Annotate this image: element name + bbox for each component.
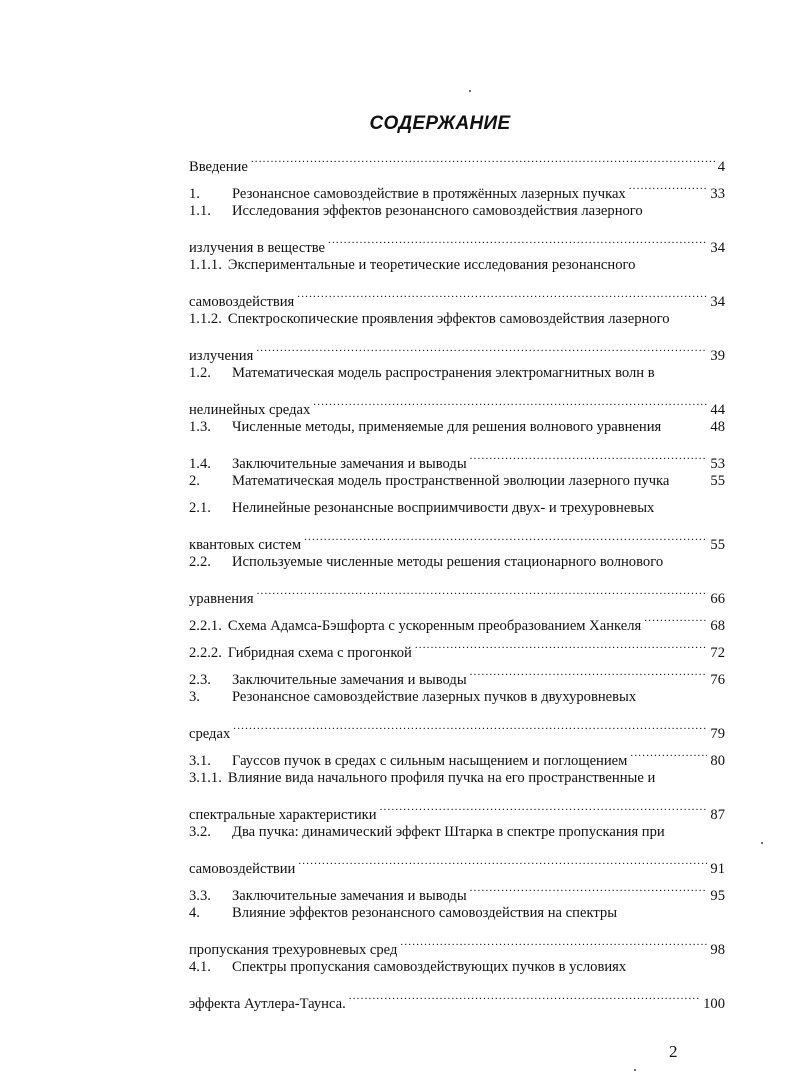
toc-entry-title: Спектроскопические проявления эффектов самовоздействия лазерного bbox=[227, 311, 670, 327]
toc-entry-page: 72 bbox=[710, 645, 725, 661]
toc-entry bbox=[189, 495, 725, 522]
toc-entry bbox=[189, 576, 725, 607]
toc-entry-title: Исследования эффектов резонансного самовоздействия лазерного bbox=[232, 203, 643, 219]
toc-entry-number: 3.2. bbox=[189, 824, 211, 840]
toc-entry-page: 66 bbox=[710, 591, 725, 607]
toc-entry-number: 3.1. bbox=[189, 753, 211, 769]
toc-entry-number: 1.3. bbox=[189, 419, 211, 435]
toc-entry-title: Заключительные замечания и выводы bbox=[232, 456, 467, 472]
page-title: СОДЕРЖАНИЕ bbox=[369, 113, 511, 134]
toc-entry-number: 4.1. bbox=[189, 959, 211, 975]
toc-entry-number: 1.4. bbox=[189, 456, 211, 472]
toc-entry bbox=[189, 738, 725, 769]
toc-entry bbox=[189, 252, 725, 279]
toc-entry-title: самовоздействия bbox=[189, 294, 295, 310]
toc-entry-title: самовоздействии bbox=[189, 861, 296, 877]
dot-leader bbox=[470, 873, 708, 900]
toc-entry-title: излучения bbox=[189, 348, 254, 364]
toc-entry-title: средах bbox=[189, 726, 231, 742]
toc-entry-page: 34 bbox=[710, 240, 725, 256]
toc-entry-page: 68 bbox=[710, 618, 725, 634]
dot-leader bbox=[380, 792, 708, 819]
toc-entry-page: 44 bbox=[710, 402, 725, 418]
dot-leader bbox=[629, 171, 708, 198]
toc-entry-number: 2.1. bbox=[189, 500, 211, 516]
dot-leader bbox=[328, 225, 707, 252]
toc-entry-number: 2.2.2. bbox=[189, 645, 222, 661]
dot-leader bbox=[313, 387, 707, 414]
toc-entry-number: 2. bbox=[189, 473, 200, 489]
dot-leader bbox=[251, 144, 715, 171]
toc-entry bbox=[189, 711, 725, 742]
toc-entry-number: 3.1.1. bbox=[189, 770, 222, 786]
scan-speck bbox=[634, 1069, 636, 1071]
table-of-contents bbox=[189, 144, 725, 1012]
toc-entry-page: 55 bbox=[710, 473, 725, 489]
toc-entry-title: Математическая модель распространения электромагнитных волн в bbox=[232, 365, 655, 381]
toc-entry-number: 3.3. bbox=[189, 888, 211, 904]
toc-entry-title: Гибридная схема с прогонкой bbox=[227, 645, 412, 661]
toc-entry-page: 76 bbox=[710, 672, 725, 688]
toc-entry bbox=[189, 603, 725, 634]
toc-entry bbox=[189, 144, 725, 175]
toc-entry-number: 1. bbox=[189, 186, 200, 202]
toc-entry bbox=[189, 468, 725, 495]
toc-entry-title: Заключительные замечания и выводы bbox=[232, 672, 467, 688]
toc-entry bbox=[189, 225, 725, 256]
toc-entry bbox=[189, 522, 725, 553]
toc-entry-page: 39 bbox=[710, 348, 725, 364]
dot-leader bbox=[644, 603, 707, 630]
dot-leader bbox=[470, 657, 708, 684]
toc-entry-number: 2.3. bbox=[189, 672, 211, 688]
toc-entry-title: эффекта Аутлера-Таунса. bbox=[189, 996, 346, 1012]
toc-entry-page: 98 bbox=[710, 942, 725, 958]
toc-entry bbox=[189, 360, 725, 387]
toc-entry bbox=[189, 927, 725, 958]
page-number: 2 bbox=[669, 1042, 678, 1061]
toc-entry-title: Два пучка: динамический эффект Штарка в спектре пропускания при bbox=[232, 824, 665, 840]
toc-entry-page: 33 bbox=[710, 186, 725, 202]
dot-leader bbox=[256, 333, 707, 360]
toc-entry-title: излучения в веществе bbox=[189, 240, 325, 256]
toc-entry-title: пропускания трехуровневых сред bbox=[189, 942, 398, 958]
toc-entry bbox=[189, 900, 725, 927]
toc-entry-title: уравнения bbox=[189, 591, 254, 607]
toc-entry bbox=[189, 441, 725, 472]
toc-entry bbox=[189, 198, 725, 225]
toc-entry-page: 91 bbox=[710, 861, 725, 877]
dot-leader bbox=[304, 522, 707, 549]
toc-entry-title: Численные методы, применяемые для решения волнового уравнения bbox=[232, 419, 662, 435]
toc-entry-page: 53 bbox=[710, 456, 725, 472]
toc-entry bbox=[189, 279, 725, 310]
toc-entry-title: Резонансное самовоздействие в протяжённых лазерных пучках bbox=[232, 186, 626, 202]
toc-entry-page: 87 bbox=[710, 807, 725, 823]
toc-entry bbox=[189, 765, 725, 792]
toc-entry-number: 1.1.1. bbox=[189, 257, 222, 273]
toc-entry-number: 1.1. bbox=[189, 203, 211, 219]
toc-entry-number: 2.2.1. bbox=[189, 618, 222, 634]
toc-entry bbox=[189, 549, 725, 576]
toc-entry-title: спектральные характеристики bbox=[189, 807, 377, 823]
dot-leader bbox=[470, 441, 708, 468]
toc-entry-page: 95 bbox=[710, 888, 725, 904]
toc-entry bbox=[189, 306, 725, 333]
toc-entry-page: 100 bbox=[703, 996, 725, 1012]
toc-entry bbox=[189, 846, 725, 877]
scan-speck bbox=[469, 90, 471, 92]
dot-leader bbox=[298, 846, 707, 873]
toc-entry-title: нелинейных средах bbox=[189, 402, 311, 418]
dot-leader bbox=[233, 711, 707, 738]
toc-entry-title: Введение bbox=[189, 159, 248, 175]
toc-entry-number: 2.2. bbox=[189, 554, 211, 570]
dot-leader bbox=[630, 738, 707, 765]
toc-entry-title: Схема Адамса-Бэшфорта с ускоренным преобразованием Ханкеля bbox=[227, 618, 642, 634]
toc-entry-title: Используемые численные методы решения стационарного волнового bbox=[232, 554, 664, 570]
dot-leader bbox=[257, 576, 708, 603]
toc-entry-title: квантовых систем bbox=[189, 537, 302, 553]
toc-entry bbox=[189, 684, 725, 711]
toc-entry-page: 34 bbox=[710, 294, 725, 310]
toc-entry-number: 3. bbox=[189, 689, 200, 705]
toc-entry-title: Спектры пропускания самовоздействующих пучков в условиях bbox=[232, 959, 627, 975]
toc-entry-number: 1.2. bbox=[189, 365, 211, 381]
toc-entry bbox=[189, 954, 725, 981]
toc-entry bbox=[189, 171, 725, 202]
toc-entry-page: 80 bbox=[710, 753, 725, 769]
toc-entry-page: 55 bbox=[710, 537, 725, 553]
toc-entry bbox=[189, 819, 725, 846]
toc-entry-title: Математическая модель пространственной эволюции лазерного пучка bbox=[232, 473, 670, 489]
toc-entry-title: Влияние вида начального профиля пучка на его пространственные и bbox=[227, 770, 656, 786]
toc-entry-title: Резонансное самовоздействие лазерных пучков в двухуровневых bbox=[232, 689, 637, 705]
dot-leader bbox=[400, 927, 707, 954]
dot-leader bbox=[349, 981, 700, 1008]
toc-entry bbox=[189, 981, 725, 1012]
dot-leader bbox=[415, 630, 708, 657]
toc-entry-page: 4 bbox=[717, 159, 725, 175]
toc-entry-title: Гауссов пучок в средах с сильным насыщением и поглощением bbox=[232, 753, 628, 769]
toc-entry bbox=[189, 333, 725, 364]
toc-entry-page: 79 bbox=[710, 726, 725, 742]
scan-speck bbox=[761, 842, 763, 844]
toc-entry-page: 48 bbox=[710, 419, 725, 435]
toc-entry-number: 1.1.2. bbox=[189, 311, 222, 327]
dot-leader bbox=[297, 279, 707, 306]
toc-entry-title: Влияние эффектов резонансного самовоздействия на спектры bbox=[232, 905, 618, 921]
toc-entry-title: Экспериментальные и теоретические исследования резонансного bbox=[227, 257, 636, 273]
toc-entry-title: Заключительные замечания и выводы bbox=[232, 888, 467, 904]
toc-entry bbox=[189, 387, 725, 418]
toc-entry bbox=[189, 414, 725, 441]
toc-entry-title: Нелинейные резонансные восприимчивости двух- и трехуровневых bbox=[232, 500, 655, 516]
toc-entry bbox=[189, 792, 725, 823]
toc-entry-number: 4. bbox=[189, 905, 200, 921]
